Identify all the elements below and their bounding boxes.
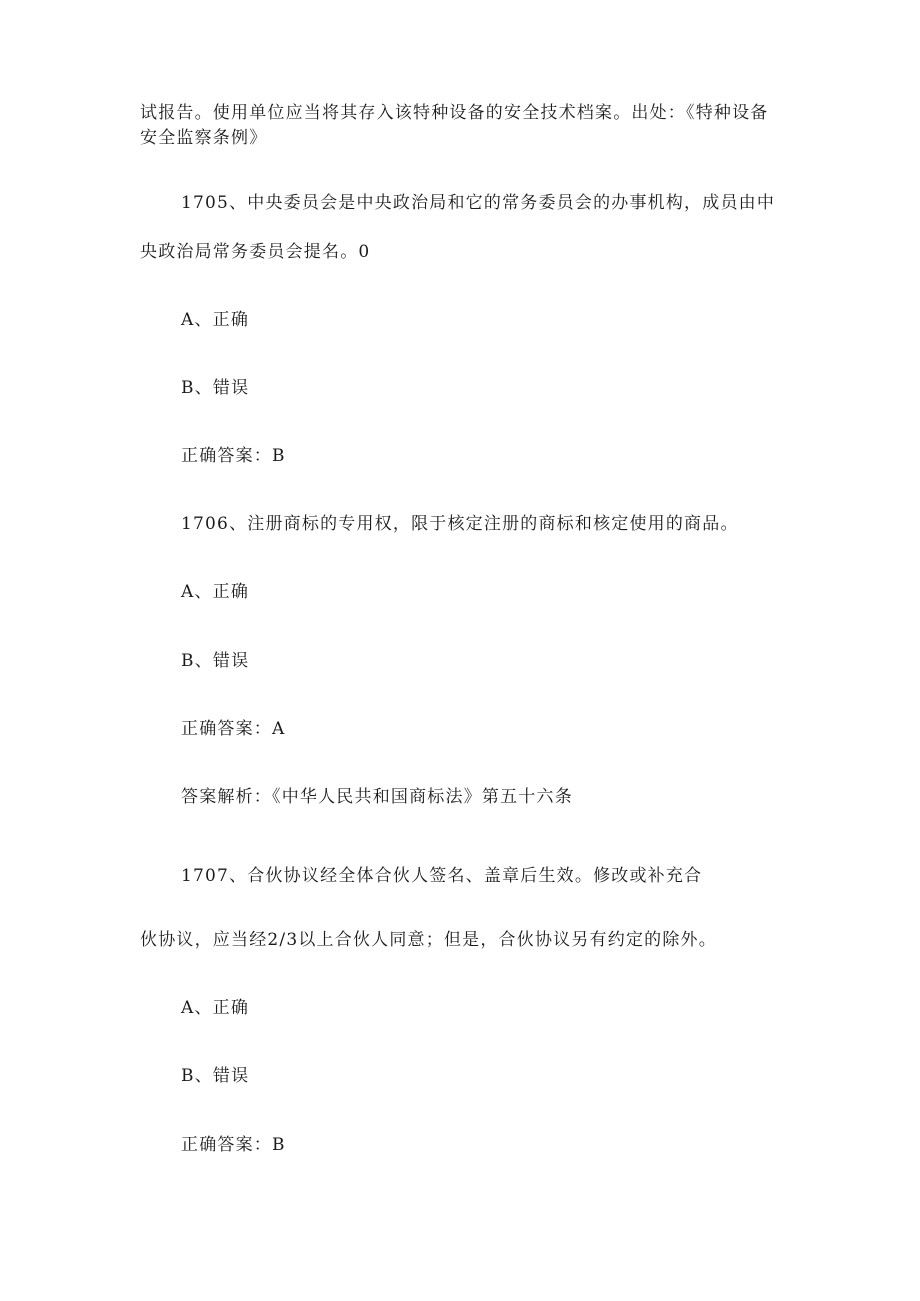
question-text-line-1: 1705、中央委员会是中央政治局和它的常务委员会的办事机构，成员由中 — [181, 193, 776, 213]
correct-answer: 正确答案：B — [181, 1135, 286, 1155]
option-b: B、错误 — [181, 378, 250, 398]
option-a: A、正确 — [181, 998, 250, 1018]
option-a: A、正确 — [181, 310, 250, 330]
option-b: B、错误 — [181, 651, 250, 671]
question-text-line-1: 1707、合伙协议经全体合伙人签名、盖章后生效。修改或补充合 — [181, 866, 703, 886]
intro-line-2: 安全监察条例》 — [140, 128, 268, 148]
question-text-line-1: 1706、注册商标的专用权，限于核定注册的商标和核定使用的商品。 — [181, 514, 739, 534]
option-b: B、错误 — [181, 1066, 250, 1086]
correct-answer: 正确答案：B — [181, 446, 286, 466]
option-a: A、正确 — [181, 582, 250, 602]
question-text-line-2: 央政治局常务委员会提名。0 — [140, 242, 371, 262]
intro-line-1: 试报告。使用单位应当将其存入该特种设备的安全技术档案。出处：《特种设备 — [140, 103, 769, 123]
question-text-line-2: 伙协议，应当经2/3以上合伙人同意；但是，合伙协议另有约定的除外。 — [140, 930, 717, 950]
correct-answer: 正确答案：A — [181, 719, 286, 739]
answer-analysis: 答案解析：《中华人民共和国商标法》第五十六条 — [181, 787, 573, 807]
